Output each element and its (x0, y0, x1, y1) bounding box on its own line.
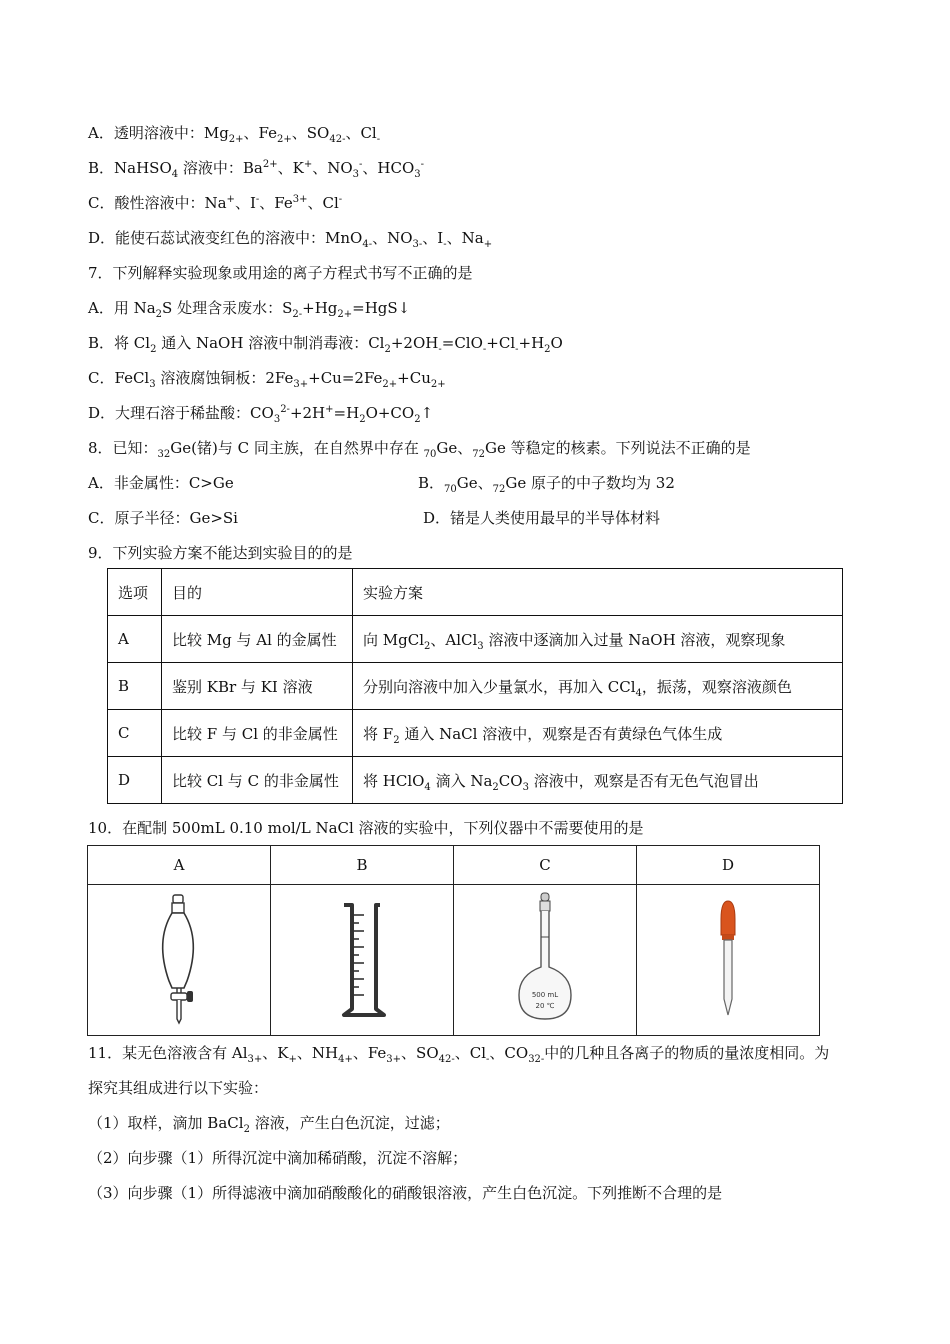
q11-stem-line1: 11．某无色溶液含有 $Al_{3+}$、$K_+$、$NH_{4+}$、$Fe_{3+}$、$SO_{42-}$、$Cl_-$、$CO_{32-}$中的几种且各离子的物质的量浓度相同。为 (88, 1044, 830, 1065)
table-row (108, 616, 843, 663)
label-d: D (637, 846, 820, 885)
q11-step-2: （2）向步骤（1）所得沉淀中滴加稀硝酸，沉淀不溶解； (88, 1149, 468, 1167)
dropper-icon (688, 891, 768, 1026)
q9-table (107, 568, 843, 804)
volumetric-flask-icon (505, 891, 585, 1026)
q6-option-d: D．能使石蕊试液变红色的溶液中：MnO$_{4-}$、$NO_{3-}$、$I_-$、$Na_+$ (88, 229, 493, 250)
row-goal: 鉴别 KBr 与 KI 溶液 (162, 663, 353, 710)
table-row (88, 885, 820, 1036)
q8-option-a: A．非金属性：C>Ge (88, 474, 234, 492)
row-plan: 向 MgCl$_2$、AlCl$_3$ 溶液中逐滴加入过量 NaOH 溶液，观察现象 (353, 616, 843, 663)
table-header-row (88, 846, 820, 885)
graduated-cylinder-icon (322, 891, 402, 1026)
row-plan: 分别向溶液中加入少量氯水，再加入 CCl$_4$，振荡，观察溶液颜色 (353, 663, 843, 710)
label-c: C (454, 846, 637, 885)
q6-option-b: B．NaHSO$_4$ 溶液中：$Ba^{2+}$、K+、$NO_3^-$、$HCO_3^-$ (88, 159, 425, 180)
q8-option-c: C．原子半径：Ge>Si (88, 509, 238, 527)
row-plan: 将 $F_2$ 通入 NaCl 溶液中，观察是否有黄绿色气体生成 (353, 710, 843, 757)
volumetric-flask-cell (454, 885, 637, 1036)
separatory-funnel-icon (139, 891, 219, 1026)
label-a: A (88, 846, 271, 885)
q7-stem: 7．下列解释实验现象或用途的离子方程式书写不正确的是 (88, 264, 473, 282)
table-header-row (108, 569, 843, 616)
q7-option-c: C．FeCl$_3$ 溶液腐蚀铜板：$2Fe_{3+}+Cu=2Fe_{2+}+Cu_{2+}$ (88, 369, 446, 390)
q8-option-b: B．$_{70}$Ge、$_{72}$Ge 原子的中子数均为 32 (418, 474, 675, 495)
table-row (108, 710, 843, 757)
row-option: D (108, 757, 162, 804)
flask-temp-label: 20 ℃ (535, 1001, 555, 1010)
separatory-funnel-cell (88, 885, 271, 1036)
label-b: B (271, 846, 454, 885)
row-option: A (108, 616, 162, 663)
q7-option-b: B．将 $Cl_2$ 通入 NaOH 溶液中制消毒液：$Cl_2+2OH_-=ClO_-+Cl_-+H_2O$ (88, 334, 563, 355)
row-goal: 比较 Mg 与 Al 的金属性 (162, 616, 353, 663)
row-goal: 比较 Cl 与 C 的非金属性 (162, 757, 353, 804)
q6-option-c: C．酸性溶液中：Na+、I-、$Fe^{3+}$、Cl- (88, 194, 343, 212)
row-plan: 将 HClO$_4$ 滴入 $Na_2CO_3$ 溶液中，观察是否有无色气泡冒出 (353, 757, 843, 804)
header-option: 选项 (108, 569, 162, 616)
q7-option-a: A．用 $Na_2S$ 处理含汞废水：$S_{2-}+Hg_{2+}=HgS↓$ (88, 299, 411, 320)
q9-stem: 9．下列实验方案不能达到实验目的的是 (88, 544, 353, 562)
flask-volume-label: 500 mL (531, 990, 559, 999)
table-row (108, 663, 843, 710)
q11-stem-line2: 探究其组成进行以下实验： (88, 1079, 269, 1097)
dropper-cell (637, 885, 820, 1036)
header-goal: 目的 (162, 569, 353, 616)
q7-option-d: D．大理石溶于稀盐酸：$CO_3^{2-}+2H^+=H_2O+CO_2↑$ (88, 404, 434, 425)
row-option: B (108, 663, 162, 710)
graduated-cylinder-cell (271, 885, 454, 1036)
table-row (108, 757, 843, 804)
header-plan: 实验方案 (353, 569, 843, 616)
q8-stem: 8．已知：$_{32}$Ge(锗)与 C 同主族，在自然界中存在 $_{70}$Ge、$_{72}$Ge 等稳定的核素。下列说法不正确的是 (88, 439, 751, 460)
q10-table (87, 845, 820, 1036)
q8-option-d: D．锗是人类使用最早的半导体材料 (423, 509, 661, 527)
q11-step-3: （3）向步骤（1）所得滤液中滴加硝酸酸化的硝酸银溶液，产生白色沉淀。下列推断不合理的是 (88, 1184, 723, 1202)
q11-step-1: （1）取样，滴加 BaCl$_2$ 溶液，产生白色沉淀，过滤； (88, 1114, 450, 1135)
row-goal: 比较 F 与 Cl 的非金属性 (162, 710, 353, 757)
row-option: C (108, 710, 162, 757)
q10-stem: 10．在配制 500mL 0.10 mol/L NaCl 溶液的实验中，下列仪器中不需要使用的是 (88, 819, 644, 837)
q6-option-a: A．透明溶液中：$Mg_{2+}$、$Fe_{2+}$、$SO_{42-}$、$Cl_-$ (88, 124, 381, 145)
